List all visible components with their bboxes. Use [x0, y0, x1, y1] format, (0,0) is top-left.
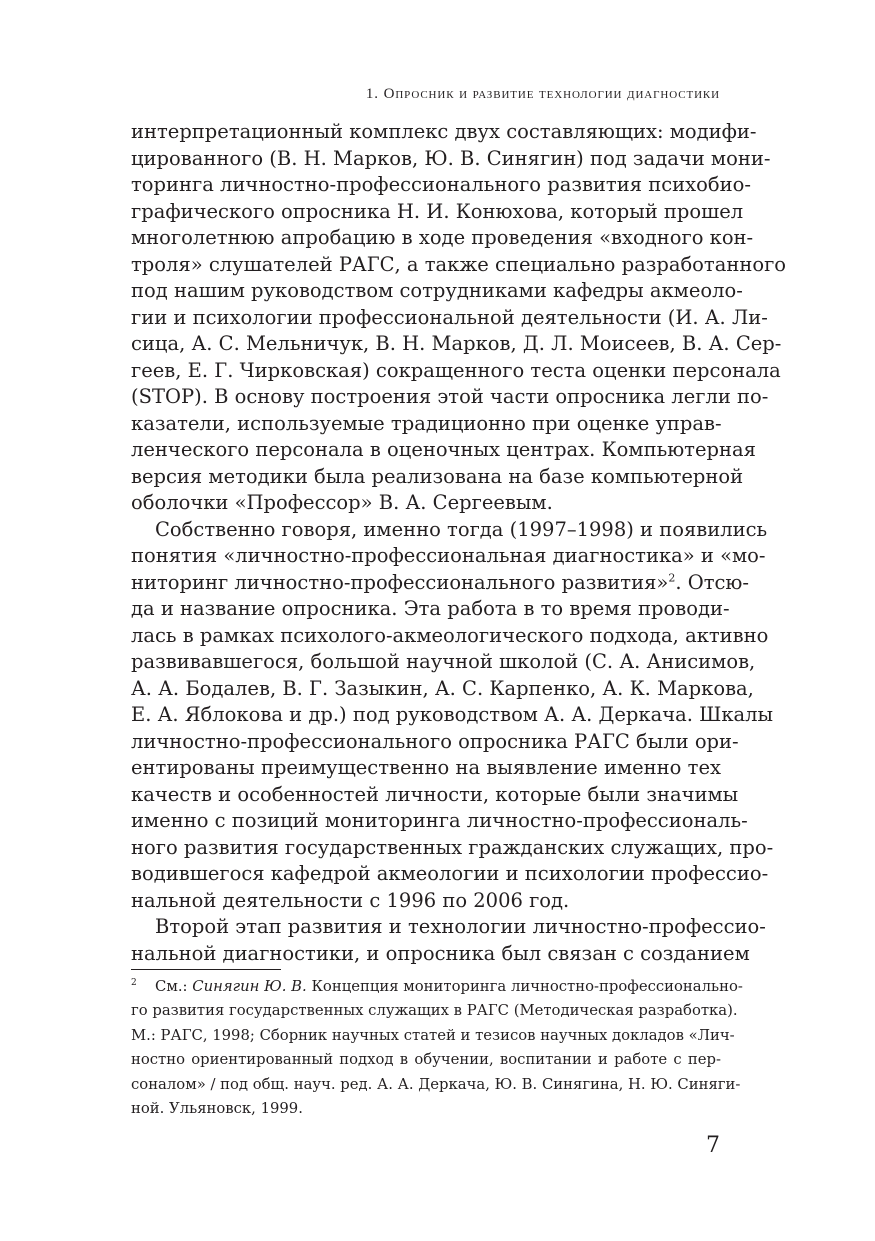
- footnote-text: Концепция мониторинга личностно-профессионально-: [311, 978, 743, 995]
- text-line: сица, А. С. Мельничук, В. Н. Марков, Д. Л. Моисеев, В. А. Сер-: [131, 332, 782, 355]
- text-line: оболочки «Профессор» В. А. Сергеевым.: [131, 491, 553, 514]
- footnote-divider: [131, 969, 281, 970]
- running-head: 1. Опросник и развитие технологии диагностики: [365, 86, 720, 102]
- text-line: лась в рамках психолого-акмеологического подхода, активно: [131, 623, 769, 647]
- footnote-marker: 2: [131, 978, 137, 988]
- text-line: нальной диагностики, и опросника был связан с созданием: [131, 941, 750, 965]
- text-line: Е. А. Яблокова и др.) под руководством А. А. Деркача. Шкалы: [131, 703, 774, 726]
- text-line: торинга личностно-профессионального развития психобио-: [131, 173, 751, 196]
- text-line: личностно-профессионального опросника РАГС были ори-: [131, 729, 739, 753]
- footnote-see: См.:: [155, 978, 188, 995]
- text-line: именно с позиций мониторинга личностно-профессиональ-: [131, 809, 748, 832]
- text-line: Собственно говоря, именно тогда (1997–1998) и появились: [155, 517, 768, 541]
- footnote-line: [131, 975, 743, 999]
- text-line-with-footnote-ref: [131, 570, 749, 597]
- text-line: ного развития государственных гражданских служащих, про-: [131, 835, 774, 859]
- footnote-line: соналом» / под общ. науч. ред. А. А. Деркача, Ю. В. Синягина, Н. Ю. Синяги-: [131, 1075, 741, 1093]
- text-segment: . Отсю-: [675, 570, 749, 594]
- text-line: казатели, используемые традиционно при оценке управ-: [131, 411, 722, 435]
- text-line: (STOP). В основу построения этой части опросника легли по-: [131, 385, 769, 408]
- text-line: нальной деятельности с 1996 по 2006 год.: [131, 888, 570, 912]
- text-line: ентированы преимущественно на выявление именно тех: [131, 756, 721, 779]
- footnote: [131, 975, 743, 1121]
- text-line: под нашим руководством сотрудниками кафедры акмеоло-: [131, 279, 743, 302]
- text-line: А. А. Бодалев, В. Г. Зазыкин, А. С. Карпенко, А. К. Маркова,: [131, 676, 754, 700]
- text-line: водившегося кафедрой акмеологии и психологии профессио-: [131, 862, 769, 885]
- text-line: понятия «личностно-профессиональная диагностика» и «мо-: [131, 544, 766, 567]
- footnote-line: го развития государственных служащих в РАГС (Методическая разработка).: [131, 1002, 738, 1020]
- text-segment: ниторинг личностно-профессионального развития»: [131, 570, 669, 594]
- text-line: цированного (В. Н. Марков, Ю. В. Синягин) под задачи мони-: [131, 146, 771, 170]
- text-line: ленческого персонала в оценочных центрах. Компьютерная: [131, 438, 756, 461]
- footnote-line: М.: РАГС, 1998; Сборник научных статей и тезисов научных докладов «Лич-: [131, 1026, 735, 1044]
- text-line: Второй этап развития и технологии личностно-профессио-: [155, 915, 766, 938]
- text-line: гии и психологии профессиональной деятельности (И. А. Ли-: [131, 305, 768, 329]
- text-line: да и название опросника. Эта работа в то время проводи-: [131, 597, 730, 620]
- footnote-line: ностно ориентированный подход в обучении, воспитании и работе с пер-: [131, 1051, 721, 1069]
- footnote-reference[interactable]: 2: [668, 571, 676, 584]
- text-line: графического опросника Н. И. Конюхова, который прошел: [131, 199, 744, 223]
- text-line: интерпретационный комплекс двух составляющих: модифи-: [131, 120, 757, 143]
- body-text: [131, 119, 787, 967]
- text-line: геев, Е. Г. Чирковская) сокращенного теста оценки персонала: [131, 358, 781, 382]
- text-line: развивавшегося, большой научной школой (С. А. Анисимов,: [131, 650, 756, 673]
- page-number: 7: [706, 1133, 720, 1158]
- text-line: многолетнюю апробацию в ходе проведения «входного кон-: [131, 226, 754, 249]
- text-line: качеств и особенностей личности, которые были значимы: [131, 782, 739, 806]
- footnote-author: Синягин Ю. В.: [192, 978, 307, 995]
- footnote-line: ной. Ульяновск, 1999.: [131, 1100, 303, 1118]
- text-line: версия методики была реализована на базе компьютерной: [131, 464, 744, 488]
- text-line: троля» слушателей РАГС, а также специально разработанного: [131, 252, 787, 276]
